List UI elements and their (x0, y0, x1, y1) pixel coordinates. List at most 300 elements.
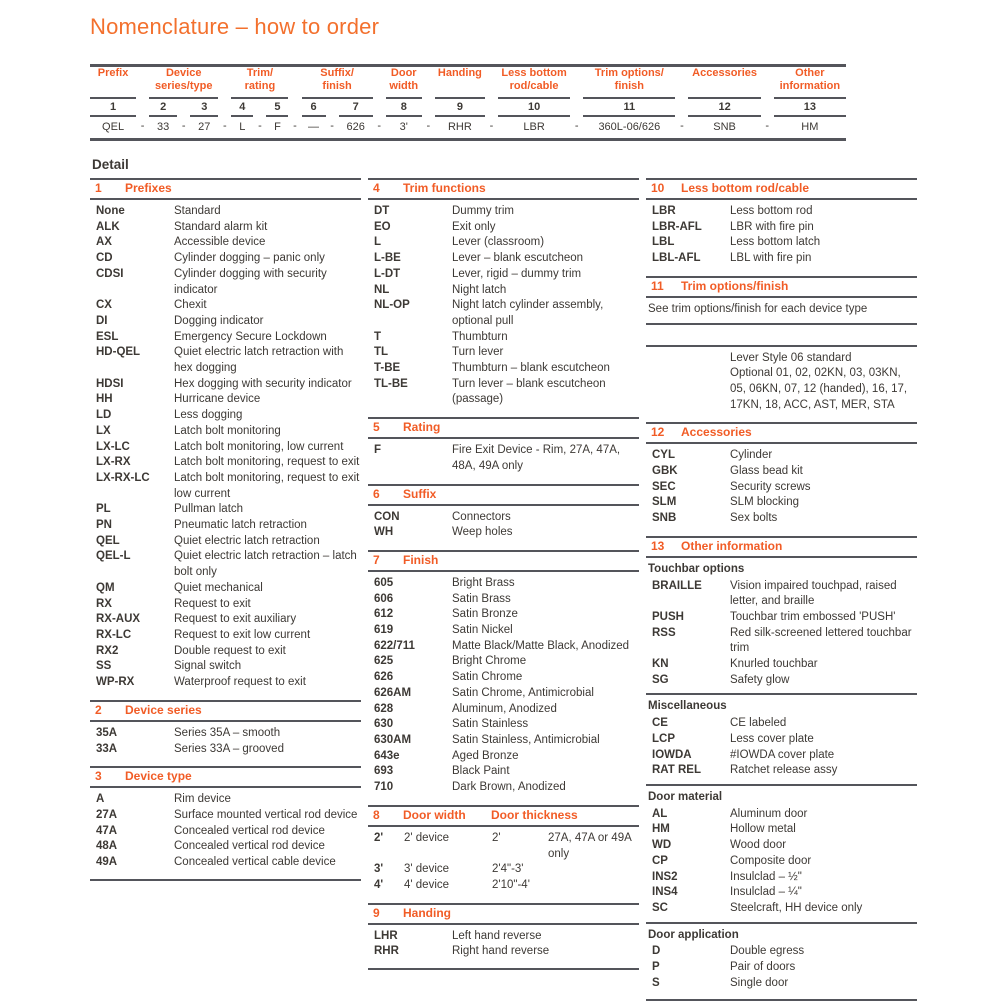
code-cell: AL (652, 807, 668, 820)
detail-column-3 (646, 178, 917, 1007)
section-rows (368, 572, 639, 799)
section-title: Suffix (403, 486, 437, 501)
divider-rule (646, 922, 917, 924)
description-cell: Vision impaired touchpad, raised letter, and braille (730, 579, 897, 608)
section-rows (368, 925, 639, 963)
section (368, 178, 639, 411)
description-cell: Lever, rigid – dummy trim (452, 267, 582, 280)
code-cell: LX-RX (96, 456, 131, 469)
description-cell: #IOWDA cover plate (730, 748, 835, 761)
order-column-header: Accessories (688, 67, 760, 98)
entry-row (90, 726, 361, 742)
thickness-cell: 2'4"-3' (492, 863, 524, 876)
section-rows (368, 200, 639, 411)
example-value: 626 (346, 121, 365, 133)
description-cell: SLM blocking (730, 496, 800, 509)
entry-row (90, 455, 361, 471)
entry-row (646, 610, 917, 626)
detail-column-1 (90, 178, 361, 1007)
entry-row (368, 443, 639, 474)
dash-separator: - (574, 120, 579, 132)
entry-row (368, 235, 639, 251)
section-header (368, 417, 639, 439)
description-cell: Dogging indicator (174, 314, 264, 327)
entry-row (90, 792, 361, 808)
code-cell: LX (96, 424, 111, 437)
description-cell: LBR with fire pin (730, 220, 814, 233)
entry-row (368, 607, 639, 623)
entry-row (90, 298, 361, 314)
description-cell: Series 35A – smooth (174, 726, 281, 739)
dash-separator: - (258, 120, 262, 132)
code-cell: 49A (96, 856, 118, 869)
entry-row (90, 518, 361, 534)
order-column-header: Trim/ rating (231, 67, 288, 98)
entry-row (368, 204, 639, 220)
description-cell: Quiet electric latch retraction – latch bolt only (174, 550, 357, 579)
description-cell: Lever (classroom) (452, 236, 545, 249)
code-cell: PL (96, 503, 111, 516)
code-cell: A (96, 793, 105, 806)
example-value: 33 (157, 121, 170, 133)
position-number: 13 (774, 98, 846, 116)
order-column-header: Device series/type (149, 67, 218, 98)
code-cell: 2' (374, 831, 384, 844)
entry-row (368, 298, 639, 329)
code-cell: L (374, 236, 382, 249)
code-cell: QEL-L (96, 550, 131, 563)
section (368, 805, 639, 897)
description-cell: Satin Stainless, Antimicrobial (452, 733, 600, 746)
description-cell: Standard (174, 205, 221, 217)
section-number: 6 (373, 486, 380, 501)
entry-row (368, 330, 639, 346)
entry-row (90, 839, 361, 855)
entry-row (646, 854, 917, 870)
code-cell: None (96, 205, 125, 217)
section-header (90, 178, 361, 200)
subgroup-heading: Touchbar options (648, 562, 745, 575)
subgroup-heading: Door application (648, 928, 739, 941)
description-cell: Hex dogging with security indicator (174, 377, 352, 390)
code-cell: RX2 (96, 644, 119, 657)
dash-separator: - (222, 120, 227, 132)
code-cell: 626AM (374, 686, 412, 699)
code-cell: 27A (96, 808, 118, 821)
dash-separator: - (680, 120, 684, 132)
entry-row (646, 838, 917, 854)
section-rows (646, 298, 917, 417)
section-rows (646, 558, 917, 995)
section-header (368, 484, 639, 506)
entry-row (90, 235, 361, 251)
entry-row (90, 424, 361, 440)
code-cell: LCP (652, 732, 675, 745)
column-gap (422, 67, 435, 98)
description-cell: Pair of doors (730, 961, 796, 974)
code-cell: RX (96, 597, 112, 610)
code-cell: HM (652, 823, 670, 836)
order-column-header: Handing (435, 67, 485, 98)
thickness-cell: 2' (492, 831, 501, 844)
position-number: 3 (190, 98, 218, 116)
description-cell: Weep holes (452, 526, 513, 539)
section-header (646, 178, 917, 200)
description-cell: Pullman latch (174, 503, 244, 516)
entry-row (646, 807, 917, 823)
section-header (368, 903, 639, 925)
code-cell: 693 (374, 765, 394, 778)
description-cell: 4' device (404, 878, 450, 891)
description-cell: Quiet electric latch retraction (174, 534, 320, 547)
description-cell: Knurled touchbar (730, 658, 818, 671)
code-cell: T-BE (374, 362, 401, 375)
code-cell: QEL (96, 534, 120, 547)
section-title: Trim functions (403, 181, 486, 195)
code-cell: PN (96, 519, 112, 532)
example-value: HM (801, 121, 819, 133)
code-cell: SLM (652, 496, 677, 509)
entry-row (90, 220, 361, 236)
position-number: 9 (435, 98, 485, 116)
entry-row (368, 878, 639, 894)
entry-row (90, 659, 361, 675)
section-number: 13 (651, 538, 665, 553)
example-value: L (239, 121, 246, 133)
section (90, 178, 361, 694)
entry-row (646, 235, 917, 251)
code-cell: 628 (374, 702, 394, 715)
column-gap (422, 98, 435, 116)
code-cell: 33A (96, 742, 118, 755)
section-header (646, 276, 917, 298)
code-cell: SEC (652, 480, 676, 493)
description-cell: Red silk-screened lettered touchbar trim (730, 626, 912, 655)
entry-row (368, 251, 639, 267)
end-rule (368, 968, 639, 970)
column-gap (761, 67, 774, 98)
description-cell: Hurricane device (174, 393, 261, 406)
description-cell: Hollow metal (730, 823, 796, 836)
example-value: F (274, 121, 281, 133)
entry-row (646, 901, 917, 917)
description-cell: Satin Nickel (452, 624, 513, 637)
entry-row (646, 870, 917, 886)
section-number: 12 (651, 425, 665, 440)
code-cell: TL-BE (374, 377, 408, 390)
code-cell: TL (374, 346, 389, 359)
code-cell: RHR (374, 945, 399, 958)
section-title: Finish (403, 552, 439, 567)
position-number: 10 (498, 98, 570, 116)
section-number: 1 (95, 181, 102, 195)
code-cell: RAT REL (652, 764, 701, 777)
description-cell: Waterproof request to exit (174, 676, 306, 689)
code-cell: WP-RX (96, 676, 135, 689)
entry-row (368, 733, 639, 749)
trim-style-line: Optional 01, 02, 02KN, 03, 03KN, 05, 06KN, 07, 12 (handed), 16, 17, 17KN, 18, ACC, AST, MER, STA (730, 367, 908, 411)
code-cell: 3' (374, 863, 384, 876)
description-cell: Thumbturn – blank escutcheon (452, 362, 610, 375)
trim-style-line: Lever Style 06 standard (730, 351, 852, 364)
code-cell: SNB (652, 512, 677, 525)
entry-row (368, 929, 639, 945)
code-cell: HH (96, 393, 113, 406)
section-title: Device series (125, 702, 202, 717)
entry-row (368, 654, 639, 670)
example-value: — (308, 121, 320, 133)
section (646, 536, 917, 1002)
section-number: 10 (651, 181, 665, 195)
code-cell: CYL (652, 449, 675, 462)
description-cell: Concealed vertical rod device (174, 824, 325, 837)
example-value: RHR (447, 121, 472, 133)
description-cell: Lever – blank escutcheon (452, 252, 584, 265)
code-cell: INS2 (652, 870, 678, 883)
code-cell: BRAILLE (652, 579, 702, 592)
description-cell: Request to exit low current (174, 628, 311, 641)
entry-row (646, 944, 917, 960)
description-cell: Safety glow (730, 673, 790, 686)
entry-row (368, 702, 639, 718)
code-cell: LHR (374, 929, 398, 942)
code-cell: 47A (96, 824, 118, 837)
dash-separator: - (426, 120, 431, 132)
position-number: 1 (90, 98, 136, 116)
entry-row (368, 283, 639, 299)
entry-row (368, 780, 639, 796)
entry-row (368, 862, 639, 878)
section-number: 3 (95, 769, 102, 784)
entry-row (90, 471, 361, 502)
description-cell: Matte Black/Matte Black, Anodized (452, 639, 630, 652)
entry-row (90, 204, 361, 220)
note-cell (548, 878, 639, 894)
dash-separator: - (330, 120, 334, 132)
order-column-header: Prefix (90, 67, 136, 98)
code-cell: L-BE (374, 252, 401, 265)
code-cell: LD (96, 409, 112, 422)
section-rows (368, 506, 639, 544)
detail-heading: Detail (92, 157, 129, 172)
description-cell: Insulclad – ¼" (730, 886, 802, 899)
entry-row (368, 267, 639, 283)
section (368, 417, 639, 477)
entry-row (646, 885, 917, 901)
entry-row (368, 623, 639, 639)
section-title: Other information (681, 538, 783, 553)
entry-row (90, 440, 361, 456)
entry-row (368, 345, 639, 361)
description-cell: Exit only (452, 220, 496, 233)
detail-column-2 (368, 178, 639, 1007)
description-cell: Left hand reverse (452, 929, 542, 942)
entry-row (90, 314, 361, 330)
entry-row (90, 408, 361, 424)
section (368, 903, 639, 970)
entry-row (368, 592, 639, 608)
entry-row (646, 251, 917, 267)
section (90, 766, 361, 881)
description-cell: Pneumatic latch retraction (174, 519, 307, 532)
entry-row (646, 448, 917, 464)
dash-separator: - (765, 120, 770, 132)
entry-row (90, 392, 361, 408)
subgroup-heading: Miscellaneous (648, 700, 727, 713)
dash-separator: - (181, 120, 186, 132)
section-title: Handing (403, 905, 451, 920)
code-cell: 612 (374, 608, 394, 621)
description-cell: Satin Brass (452, 592, 511, 605)
code-cell: T (374, 330, 382, 343)
description-cell: Latch bolt monitoring, request to exit (174, 456, 360, 469)
description-cell: 3' device (404, 863, 450, 876)
code-cell: 605 (374, 576, 394, 589)
entry-row (646, 748, 917, 764)
description-cell: Wood door (730, 839, 787, 852)
page-title: Nomenclature – how to order (90, 14, 380, 39)
description-cell: Signal switch (174, 660, 242, 673)
section-number: 9 (373, 905, 380, 920)
description-cell: Turn lever (452, 346, 504, 359)
section-title: Rating (403, 420, 441, 435)
section (646, 422, 917, 530)
section-title: Trim options/finish (681, 278, 789, 293)
entry-row (368, 670, 639, 686)
section-header (646, 422, 917, 444)
description-cell: CE labeled (730, 717, 787, 730)
thickness-cell: 2'10"-4' (492, 878, 530, 891)
description-cell: Satin Chrome, Antimicrobial (452, 686, 594, 699)
column-gap (253, 98, 266, 116)
description-cell: Concealed vertical rod device (174, 840, 325, 853)
entry-row (368, 749, 639, 765)
section-header (90, 766, 361, 788)
description-cell: Satin Stainless (452, 718, 529, 731)
entry-row (90, 581, 361, 597)
column-gap (373, 67, 386, 98)
description-cell: Concealed vertical cable device (174, 856, 336, 869)
description-cell: Standard alarm kit (174, 220, 268, 233)
code-cell: CD (96, 252, 113, 265)
order-table-wrap (90, 64, 846, 141)
entry-row (368, 639, 639, 655)
code-cell: 619 (374, 624, 394, 637)
entry-row (90, 824, 361, 840)
code-cell: INS4 (652, 886, 678, 899)
description-cell: Aged Bronze (452, 749, 519, 762)
code-cell: KN (652, 658, 669, 671)
code-cell: CE (652, 717, 668, 730)
entry-row (90, 267, 361, 298)
description-cell: Ratchet release assy (730, 764, 838, 777)
code-cell: F (374, 444, 382, 457)
description-cell: Sex bolts (730, 512, 778, 525)
entry-row (90, 549, 361, 580)
section-title: Device type (125, 769, 192, 784)
entry-row (368, 361, 639, 377)
order-column-header: Door width (386, 67, 422, 98)
entry-row (646, 732, 917, 748)
description-cell: Request to exit (174, 597, 251, 610)
order-column-header: Less bottom rod/cable (498, 67, 570, 98)
entry-row (90, 330, 361, 346)
order-column-header: Suffix/ finish (302, 67, 373, 98)
position-number: 11 (583, 98, 675, 116)
description-cell: Rim device (174, 793, 231, 806)
description-cell: Latch bolt monitoring, low current (174, 440, 344, 453)
code-cell: IOWDA (652, 748, 692, 761)
section-note: See trim options/finish for each device type (648, 302, 868, 315)
description-cell: Fire Exit Device - Rim, 27A, 47A, 48A, 49A only (452, 444, 621, 472)
entry-row (646, 495, 917, 511)
description-cell: Request to exit auxiliary (174, 613, 297, 626)
description-cell: Latch bolt monitoring (174, 424, 281, 437)
section (646, 178, 917, 270)
code-cell: 630AM (374, 733, 412, 746)
code-cell: D (652, 945, 661, 958)
description-cell: Satin Chrome (452, 671, 523, 684)
description-cell: Surface mounted vertical rod device (174, 808, 358, 821)
code-cell: EO (374, 220, 391, 233)
description-cell: Less cover plate (730, 732, 814, 745)
description-cell: Black Paint (452, 765, 510, 778)
code-cell: CX (96, 299, 112, 312)
description-cell: Double request to exit (174, 644, 286, 657)
section-title: Accessories (681, 425, 752, 440)
entry-row (368, 764, 639, 780)
entry-row (90, 377, 361, 393)
description-cell: Bright Chrome (452, 655, 527, 668)
entry-row (646, 960, 917, 976)
code-cell: 630 (374, 718, 394, 731)
description-cell: Dummy trim (452, 205, 514, 217)
code-cell: 4' (374, 878, 384, 891)
trim-style-note (730, 351, 917, 414)
entry-row (646, 976, 917, 992)
entry-row (646, 763, 917, 779)
entry-row (646, 716, 917, 732)
code-cell: RX-LC (96, 628, 132, 641)
section (90, 700, 361, 760)
section-header (90, 700, 361, 722)
code-cell: SC (652, 901, 668, 914)
dash-separator: - (377, 120, 382, 132)
note-cell (548, 862, 639, 878)
dash-separator: - (293, 120, 297, 132)
entry-row (90, 644, 361, 660)
section-rows (90, 722, 361, 760)
section-header (368, 550, 639, 572)
example-value: 27 (198, 121, 211, 133)
description-cell: Thumbturn (452, 330, 508, 343)
code-cell: 710 (374, 781, 394, 794)
code-cell: ESL (96, 330, 119, 343)
code-cell: CON (374, 510, 400, 523)
example-value: SNB (713, 121, 736, 133)
section-rows (368, 439, 639, 477)
code-cell: RSS (652, 626, 676, 639)
entry-row (368, 944, 639, 960)
entry-row (368, 831, 639, 862)
description-cell: Satin Bronze (452, 608, 518, 621)
position-number: 8 (386, 98, 422, 116)
column-gap (177, 98, 190, 116)
section-number: 7 (373, 552, 380, 567)
order-table (90, 67, 846, 138)
description-cell: Less bottom rod (730, 205, 813, 217)
description-cell: Chexit (174, 299, 207, 312)
